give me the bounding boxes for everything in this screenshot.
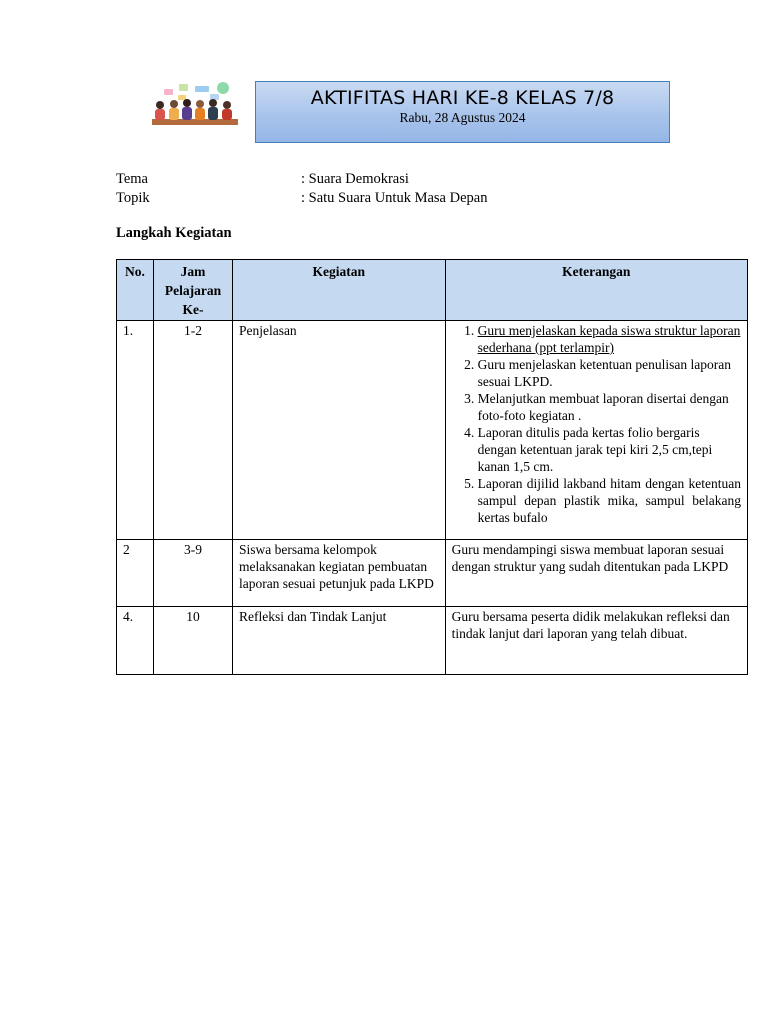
keterangan-list <box>452 322 741 526</box>
cell-keterangan: Guru bersama peserta didik melakukan refleksi dan tindak lanjut dari laporan yang telah dibuat. <box>445 607 747 675</box>
title-box <box>255 81 670 143</box>
cell-keterangan: Guru mendampingi siswa membuat laporan sesuai dengan struktur yang sudah ditentukan pada LKPD <box>445 540 747 607</box>
list-item: 2. Guru menjelaskan ketentuan penulisan laporan sesuai LKPD. <box>478 356 741 390</box>
topik-value: : Satu Suara Untuk Masa Depan <box>301 190 488 206</box>
cell-jam: 1-2 <box>153 321 232 540</box>
list-item: 3. Melanjutkan membuat laporan disertai dengan foto-foto kegiatan . <box>478 390 741 424</box>
page-title: AKTIFITAS HARI KE-8 KELAS 7/8 <box>310 87 615 109</box>
header-no: No. <box>117 260 154 321</box>
list-item: 4. Laporan ditulis pada kertas folio bergaris dengan ketentuan jarak tepi kiri 2,5 cm,tepi kanan 1,5 cm. <box>478 424 741 475</box>
cell-no: 2 <box>117 540 154 607</box>
activity-table <box>116 259 748 675</box>
cell-jam: 10 <box>153 607 232 675</box>
cell-kegiatan: Penjelasan <box>232 321 445 540</box>
table-row <box>117 607 748 675</box>
table-row <box>117 321 748 540</box>
tema-label: Tema <box>116 171 148 187</box>
cell-kegiatan: Refleksi dan Tindak Lanjut <box>232 607 445 675</box>
list-item: 1. Guru menjelaskan kepada siswa struktur laporan sederhana (ppt terlampir) <box>478 322 741 356</box>
header-jam-line1: Jam <box>180 264 206 279</box>
cell-no: 4. <box>117 607 154 675</box>
page-date: Rabu, 28 Agustus 2024 <box>399 110 526 125</box>
header-kegiatan: Kegiatan <box>232 260 445 321</box>
table-row <box>117 540 748 607</box>
header-jam-line2: Pelajaran <box>164 283 222 298</box>
section-title: Langkah Kegiatan <box>116 225 232 241</box>
cell-keterangan <box>445 321 747 540</box>
header-jam <box>153 260 232 321</box>
cell-no: 1. <box>117 321 154 540</box>
list-item: 5. Laporan dijilid lakband hitam dengan ketentuan sampul depan plastik mika, sampul belakang kertas bufalo <box>478 475 741 526</box>
table-header-row <box>117 260 748 321</box>
cell-kegiatan: Siswa bersama kelompok melaksanakan kegiatan pembuatan laporan sesuai petunjuk pada LKPD <box>232 540 445 607</box>
header-keterangan: Keterangan <box>445 260 747 321</box>
people-discussion-illustration-icon <box>150 79 240 131</box>
topik-label: Topik <box>116 190 150 206</box>
tema-value: : Suara Demokrasi <box>301 171 409 187</box>
cell-jam: 3-9 <box>153 540 232 607</box>
header-jam-line3: Ke- <box>182 302 204 317</box>
